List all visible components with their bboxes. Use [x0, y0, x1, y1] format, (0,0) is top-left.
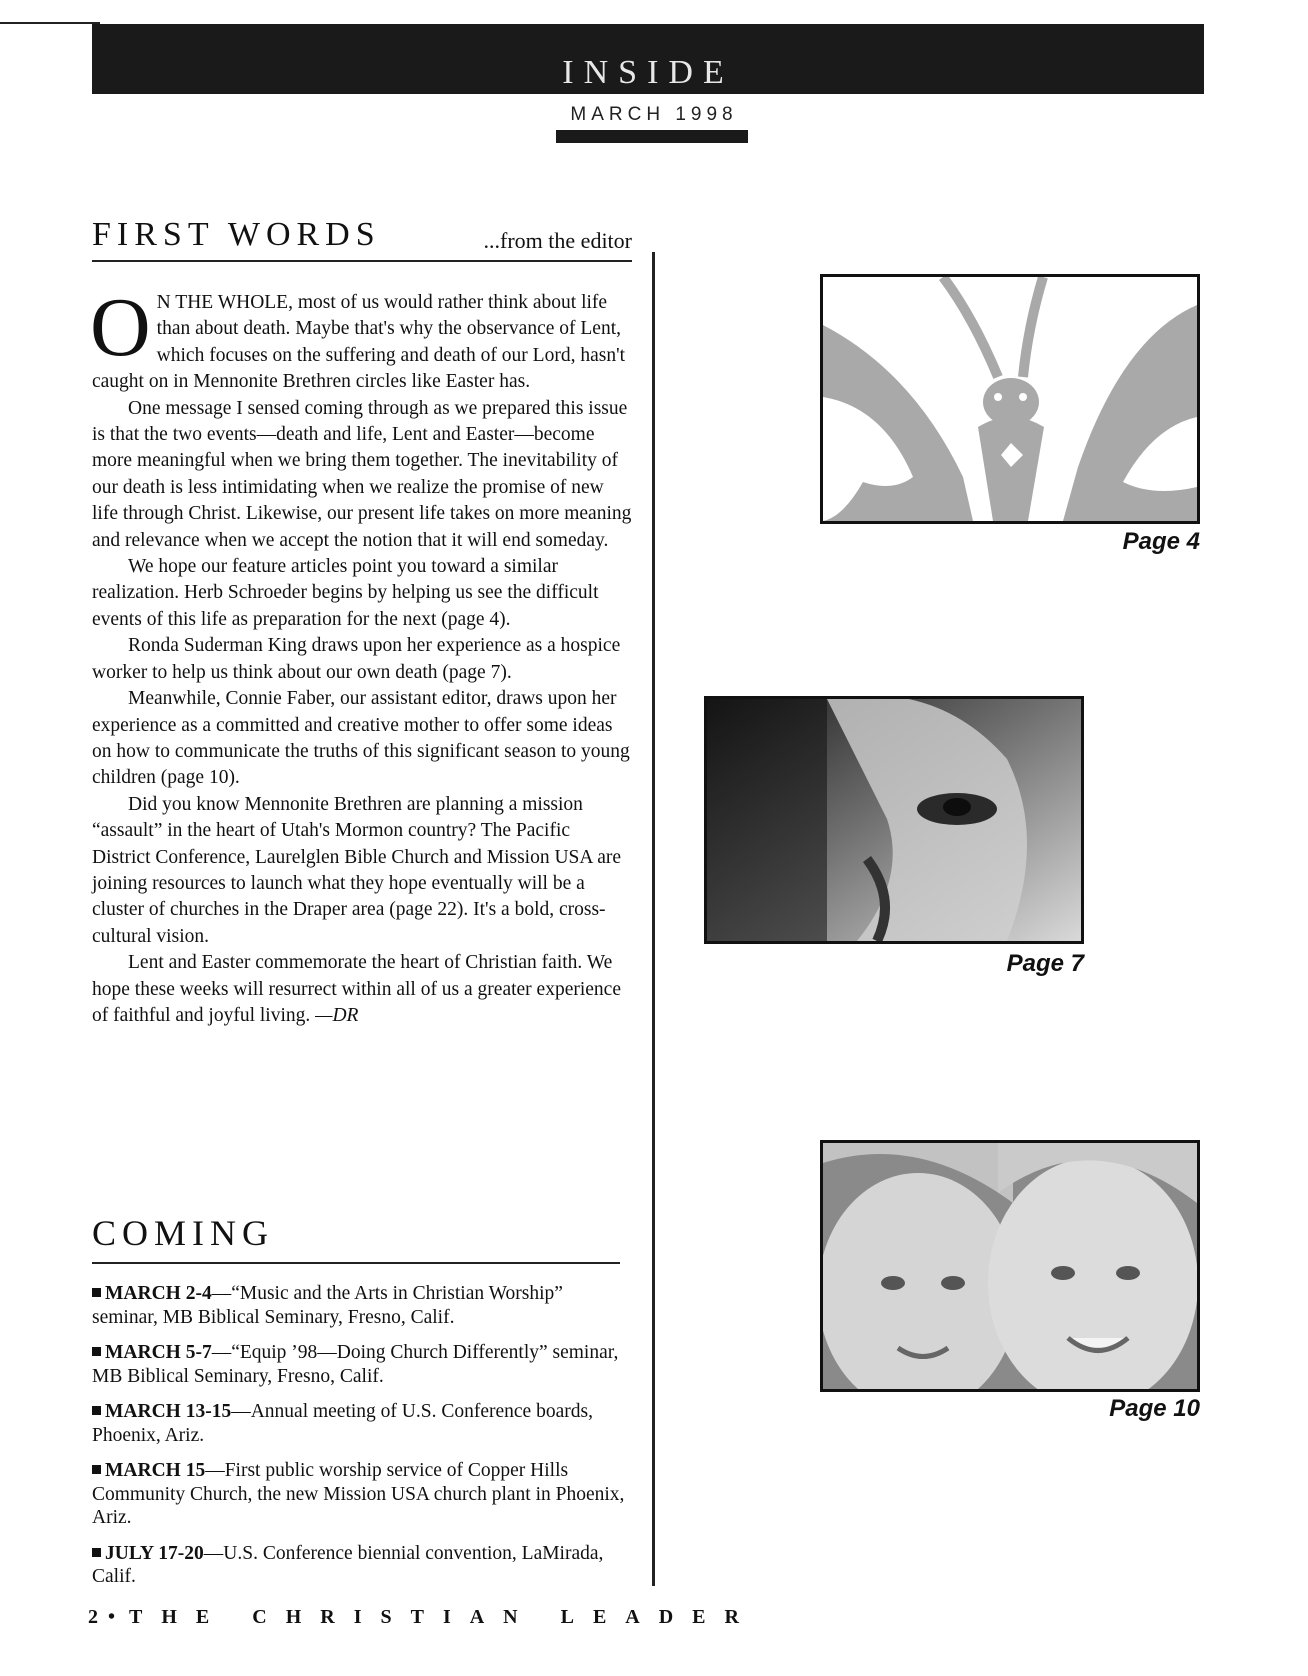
coming-events-list	[92, 1282, 632, 1601]
banner-title: INSIDE	[562, 54, 734, 91]
bullet-icon	[92, 1548, 101, 1557]
butterfly-illustration	[820, 274, 1200, 524]
editorial-paragraph: Meanwhile, Connie Faber, our assistant editor, draws upon her experience as a committed and creative mother to offer some ideas on how to communicate the truths of this significant season to young children (page 10).	[92, 688, 630, 789]
bullet-icon	[92, 1465, 101, 1474]
event-text: —“Music and the Arts in Christian Worship” seminar, MB Biblical Seminary, Fresno, Calif.	[92, 1283, 563, 1328]
publication-name: THE CHRISTIAN LEADER	[129, 1606, 758, 1628]
editorial-paragraph: Lent and Easter commemorate the heart of Christian faith. We hope these weeks will resurrect within all of us a greater experience of faithful and joyful living. —DR	[92, 952, 621, 1026]
event-date: MARCH 15	[105, 1460, 206, 1481]
event-item	[92, 1459, 632, 1530]
event-date: MARCH 13-15	[105, 1401, 232, 1422]
page-number: 2	[88, 1606, 98, 1628]
two-children-photo	[820, 1140, 1200, 1392]
editor-signature: —DR	[315, 1004, 359, 1026]
editorial-body	[90, 281, 632, 1029]
drop-cap: O	[90, 281, 151, 374]
page-label: Page 7	[1006, 950, 1084, 977]
editorial-paragraph: Ronda Suderman King draws upon her experience as a hospice worker to help us think about our own death (page 7).	[92, 635, 621, 683]
issue-date: MARCH 1998	[570, 104, 738, 125]
bullet-icon	[92, 1406, 101, 1415]
column-divider	[652, 252, 655, 1586]
face-closeup-photo	[704, 696, 1084, 944]
first-words-subtitle: ...from the editor	[483, 228, 632, 253]
event-item	[92, 1400, 632, 1447]
event-date: JULY 17-20	[105, 1542, 204, 1564]
editorial-paragraph: Did you know Mennonite Brethren are planning a mission “assault” in the heart of Utah's Mormon country? The Pacific District Conference, Laurelglen Bible Church and Mission USA are joining resources to launch what they hope eventually will be a cluster of churches in the Draper area (page 22). It's a bold, cross-cultural vision.	[92, 793, 622, 947]
coming-heading: COMING	[92, 1212, 620, 1264]
event-text: —First public worship service of Copper Hills Community Church, the new Mission USA church plant in Phoenix, Ariz.	[92, 1460, 625, 1528]
first-words-heading	[92, 216, 632, 262]
top-rule	[0, 22, 100, 24]
event-item	[92, 1282, 632, 1329]
editorial-paragraph: O N THE WHOLE, most of us would rather think about life than about death. Maybe that's why the observance of Lent, which focuses on the suffering and death of our Lord, hasn't caught on in Mennonite Brethren circles like Easter has.	[90, 281, 625, 393]
page-label: Page 4	[1122, 528, 1200, 555]
first-words-title: FIRST WORDS	[92, 216, 381, 253]
editorial-paragraph: We hope our feature articles point you toward a similar realization. Herb Schroeder begins by helping us see the difficult events of this life as preparation for the next (page 4).	[92, 556, 599, 630]
event-date: MARCH 5-7	[105, 1342, 212, 1363]
editorial-paragraph: One message I sensed coming through as we prepared this issue is that the two events—death and life, Lent and Easter—become more meaningful when we bring them together. The inevitability of our death is less intimidating when we realize the promise of new life through Christ. Likewise, our present life takes on more meaning and relevance when we accept the notion that it will end someday.	[92, 397, 632, 551]
event-item	[92, 1542, 632, 1589]
event-text: —U.S. Conference biennial convention, LaMirada, Calif.	[92, 1542, 604, 1587]
inside-banner	[92, 24, 1204, 94]
event-text: —Annual meeting of U.S. Conference boards, Phoenix, Ariz.	[92, 1401, 593, 1446]
page-label: Page 10	[1109, 1395, 1200, 1422]
bullet-icon	[92, 1347, 101, 1356]
footer-separator: •	[108, 1606, 116, 1628]
event-date: MARCH 2-4	[105, 1283, 212, 1304]
page-footer	[88, 1606, 758, 1629]
date-bar	[556, 130, 748, 143]
bullet-icon	[92, 1288, 101, 1297]
event-item	[92, 1341, 632, 1388]
event-text: —“Equip ’98—Doing Church Differently” seminar, MB Biblical Seminary, Fresno, Calif.	[92, 1342, 619, 1387]
